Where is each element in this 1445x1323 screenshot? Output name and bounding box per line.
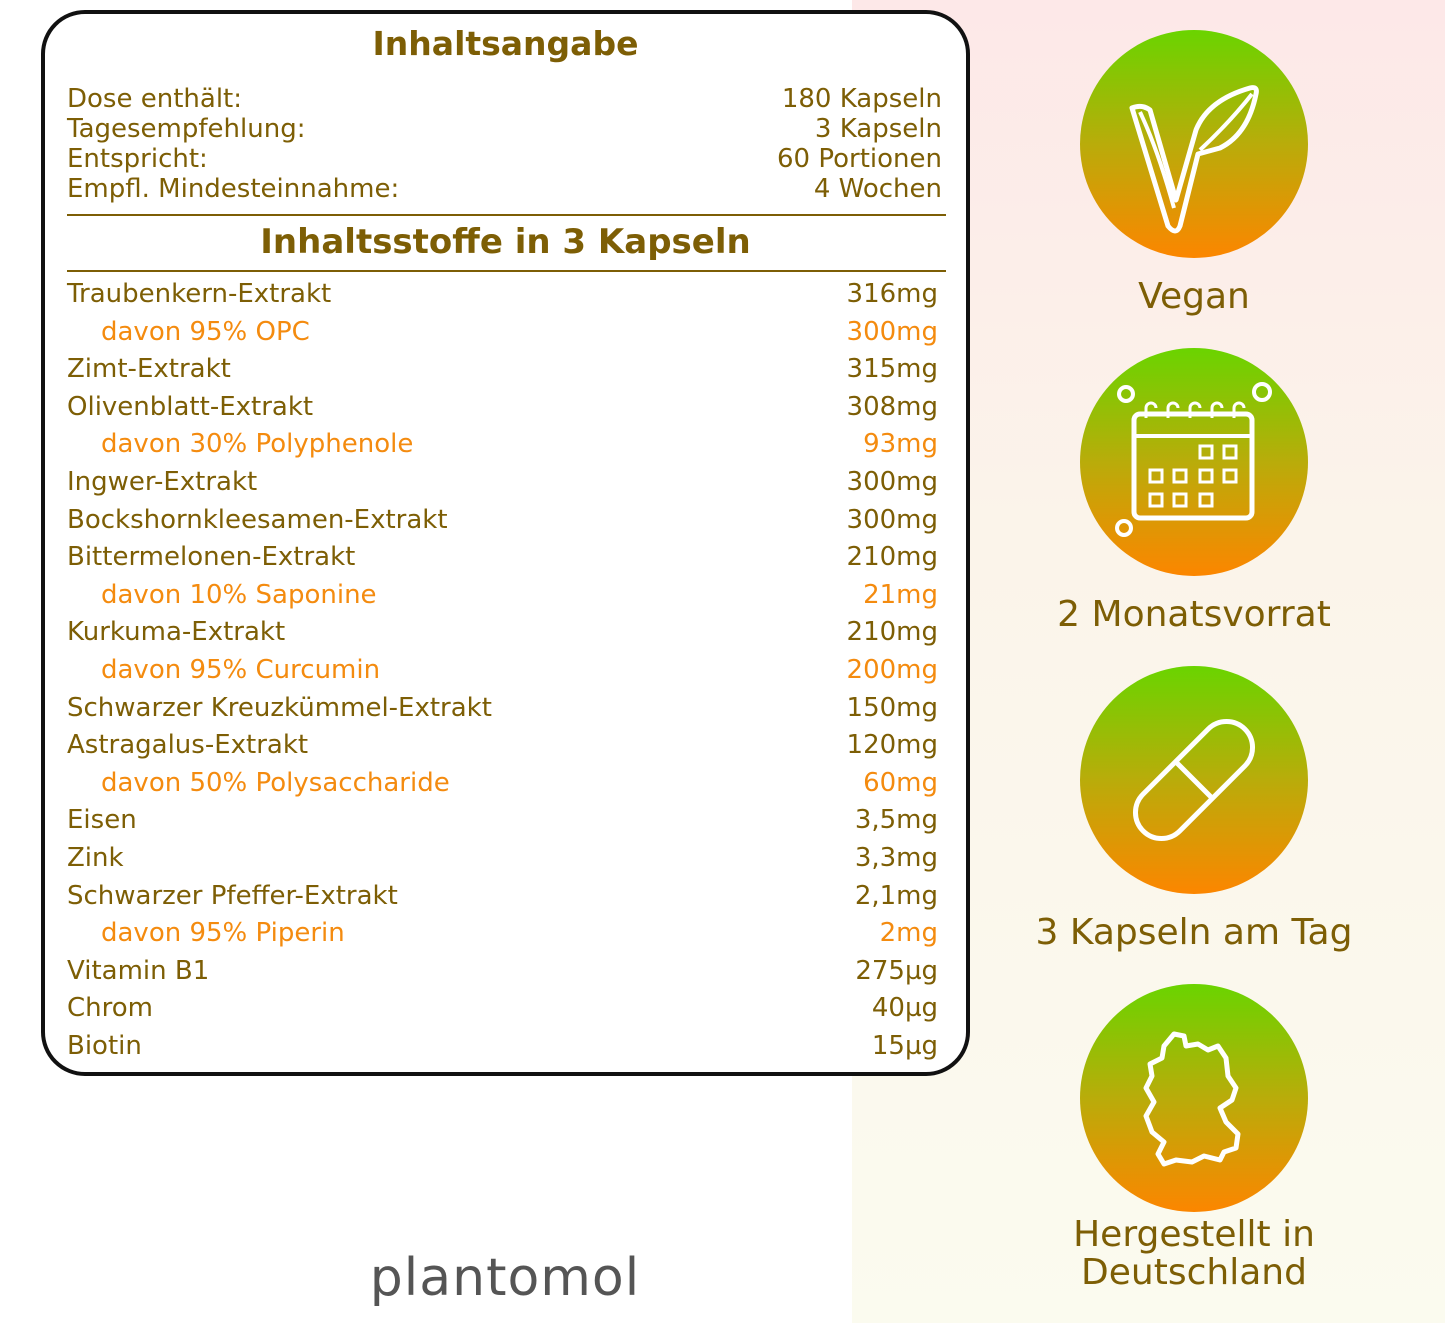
info-row	[67, 144, 942, 174]
ingredient-amount: 210mg	[846, 542, 938, 573]
badge-label-supply: 2 Monatsvorrat	[1057, 594, 1331, 635]
germany-map-icon	[1080, 984, 1308, 1212]
ingredient-row	[67, 802, 938, 839]
ingredient-name: Bockshornkleesamen-Extrakt	[67, 504, 448, 535]
ingredient-name: Eisen	[67, 805, 137, 836]
ingredient-row	[67, 502, 938, 539]
ingredient-row	[67, 614, 938, 651]
ingredient-name: Biotin	[67, 1031, 142, 1061]
ingredient-row	[67, 577, 938, 614]
badge-label-germany: Hergestellt in Deutschland	[1073, 1214, 1315, 1293]
supply-badge	[1080, 348, 1308, 576]
ingredient-name: Zimt-Extrakt	[67, 354, 231, 385]
ingredient-name: Schwarzer Kreuzkümmel-Extrakt	[67, 692, 492, 723]
ingredient-amount: 316mg	[846, 279, 938, 309]
ingredient-row	[67, 840, 938, 877]
calendar-icon	[1080, 348, 1308, 576]
ingredient-amount: 210mg	[846, 617, 938, 648]
vegan-badge	[1080, 30, 1308, 258]
ingredient-name: Kurkuma-Extrakt	[67, 617, 286, 648]
ingredients-title: Inhaltsstoffe in 3 Kapseln	[260, 222, 751, 262]
ingredient-row	[67, 878, 938, 915]
ingredient-row	[67, 765, 938, 802]
ingredient-amount: 315mg	[846, 354, 938, 385]
ingredient-amount: 93mg	[863, 429, 938, 460]
panel-title: Inhaltsangabe	[372, 24, 639, 63]
ingredient-row	[67, 389, 938, 426]
info-label: Dose enthält:	[67, 84, 242, 114]
ingredient-name: Bittermelonen-Extrakt	[67, 542, 356, 573]
info-label: Tagesempfehlung:	[67, 114, 306, 144]
germany-badge	[1080, 984, 1308, 1212]
ingredient-row	[67, 539, 938, 576]
ingredient-row	[67, 690, 938, 727]
ingredient-amount: 200mg	[846, 655, 938, 685]
ingredient-amount: 60mg	[863, 767, 938, 798]
ingredient-amount: 3,3mg	[854, 843, 938, 873]
ingredient-amount: 300mg	[846, 504, 938, 535]
ingredient-amount: 2mg	[879, 918, 938, 949]
ingredient-name: davon 95% Piperin	[101, 918, 345, 949]
ingredient-row	[67, 1028, 938, 1065]
info-label: Entspricht:	[67, 144, 208, 174]
info-value: 180 Kapseln	[781, 84, 942, 114]
ingredient-name: Zink	[67, 843, 124, 873]
info-row	[67, 84, 942, 114]
ingredient-amount: 308mg	[846, 391, 938, 422]
ingredient-row	[67, 652, 938, 689]
ingredient-name: davon 30% Polyphenole	[101, 429, 414, 460]
ingredient-amount: 300mg	[846, 467, 938, 497]
info-value: 3 Kapseln	[814, 114, 942, 144]
ingredient-name: davon 95% OPC	[101, 316, 310, 347]
ingredient-name: davon 10% Saponine	[101, 579, 377, 610]
ingredient-amount: 300mg	[846, 316, 938, 347]
ingredient-name: Chrom	[67, 993, 153, 1024]
ingredient-row	[67, 953, 938, 990]
info-row	[67, 174, 942, 204]
ingredient-row	[67, 727, 938, 764]
ingredient-amount: 150mg	[846, 692, 938, 723]
ingredient-row	[67, 915, 938, 952]
ingredient-row	[67, 990, 938, 1027]
divider	[67, 214, 946, 216]
info-label: Empfl. Mindesteinnahme:	[67, 174, 400, 204]
ingredient-amount: 120mg	[846, 730, 938, 761]
ingredient-amount: 15µg	[871, 1031, 938, 1061]
ingredient-row	[67, 426, 938, 463]
ingredient-amount: 40µg	[871, 993, 938, 1024]
ingredient-amount: 21mg	[863, 579, 938, 610]
ingredient-row	[67, 276, 938, 313]
ingredient-row	[67, 464, 938, 501]
ingredient-name: Vitamin B1	[67, 955, 210, 986]
info-row	[67, 114, 942, 144]
brand-logo: plantomol	[369, 1248, 641, 1308]
info-value: 4 Wochen	[813, 174, 942, 204]
divider	[67, 270, 946, 272]
capsule-icon	[1080, 666, 1308, 894]
ingredients-panel	[41, 10, 970, 1076]
ingredient-name: Olivenblatt-Extrakt	[67, 391, 314, 422]
ingredient-row	[67, 351, 938, 388]
badge-label-vegan: Vegan	[1138, 276, 1250, 317]
info-value: 60 Portionen	[777, 144, 942, 174]
ingredient-name: Ingwer-Extrakt	[67, 467, 258, 497]
ingredient-name: Schwarzer Pfeffer-Extrakt	[67, 880, 398, 911]
ingredient-name: davon 95% Curcumin	[101, 655, 381, 685]
ingredient-name: davon 50% Polysaccharide	[101, 767, 450, 798]
badge-label-capsules: 3 Kapseln am Tag	[1035, 912, 1353, 953]
vegan-leaf-icon	[1080, 30, 1308, 258]
ingredient-amount: 2,1mg	[854, 880, 938, 911]
ingredient-name: Astragalus-Extrakt	[67, 730, 309, 761]
ingredient-row	[67, 314, 938, 351]
ingredient-amount: 3,5mg	[854, 805, 938, 836]
capsule-badge	[1080, 666, 1308, 894]
ingredient-name: Traubenkern-Extrakt	[67, 279, 332, 309]
ingredient-amount: 275µg	[855, 955, 938, 986]
